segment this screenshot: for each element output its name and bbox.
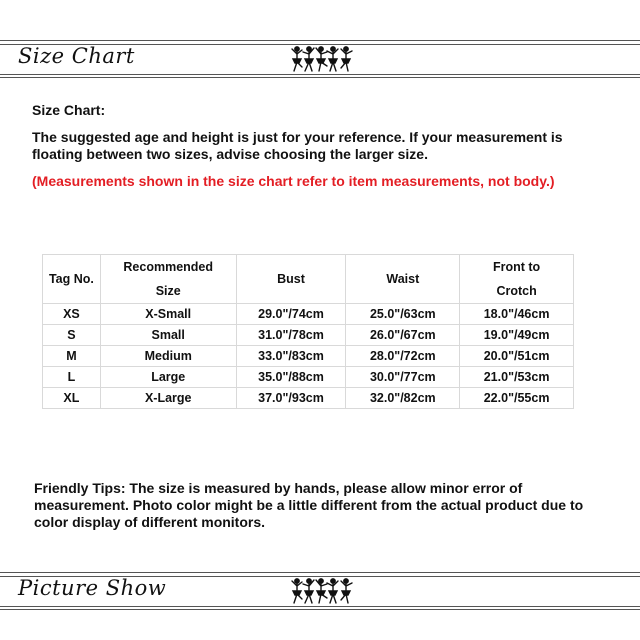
banner-rule [0, 74, 640, 75]
cell-bust: 31.0"/78cm [236, 325, 346, 346]
header-tag-no: Tag No. [43, 255, 101, 304]
banner-title: Picture Show [18, 576, 167, 600]
banner-title: Size Chart [18, 44, 135, 68]
table-row [43, 325, 574, 346]
cell-bust: 29.0"/74cm [236, 304, 346, 325]
cell-crotch: 19.0"/49cm [460, 325, 574, 346]
cell-waist: 25.0"/63cm [346, 304, 460, 325]
banner-rule [0, 572, 640, 573]
banner-rule [0, 606, 640, 607]
top-banner [0, 32, 640, 80]
cell-tag: M [43, 346, 101, 367]
friendly-tips: Friendly Tips: The size is measured by hands, please allow minor error of measurement. Photo color might be a little different from the actual product due to color display of different monitors. [34, 480, 584, 530]
banner-rule [0, 609, 640, 610]
banner-rule [0, 77, 640, 78]
cell-waist: 32.0"/82cm [346, 388, 460, 409]
cell-waist: 26.0"/67cm [346, 325, 460, 346]
cell-bust: 37.0"/93cm [236, 388, 346, 409]
cell-size: Medium [100, 346, 236, 367]
measurement-note: (Measurements shown in the size chart refer to item measurements, not body.) [32, 173, 555, 189]
cell-size: Small [100, 325, 236, 346]
cell-size: X-Small [100, 304, 236, 325]
cell-tag: L [43, 367, 101, 388]
size-chart-table [42, 254, 574, 409]
ballet-dancers-icon [290, 44, 356, 74]
cell-crotch: 21.0"/53cm [460, 367, 574, 388]
header-front-to-crotch: Front to Crotch [460, 255, 574, 304]
cell-waist: 28.0"/72cm [346, 346, 460, 367]
table-header-row [43, 255, 574, 304]
table-row [43, 367, 574, 388]
cell-waist: 30.0"/77cm [346, 367, 460, 388]
intro-text: The suggested age and height is just for your reference. If your measurement is floating between two sizes, advise choosing the larger size. [32, 129, 563, 162]
ballet-dancers-icon [290, 576, 356, 606]
header-waist: Waist [346, 255, 460, 304]
cell-tag: S [43, 325, 101, 346]
cell-crotch: 18.0"/46cm [460, 304, 574, 325]
header-recommended-size: Recommended Size [100, 255, 236, 304]
cell-crotch: 22.0"/55cm [460, 388, 574, 409]
cell-tag: XS [43, 304, 101, 325]
table-row [43, 304, 574, 325]
table-row [43, 346, 574, 367]
table-row [43, 388, 574, 409]
section-heading: Size Chart: [32, 102, 106, 118]
cell-bust: 33.0"/83cm [236, 346, 346, 367]
cell-size: Large [100, 367, 236, 388]
header-bust: Bust [236, 255, 346, 304]
cell-bust: 35.0"/88cm [236, 367, 346, 388]
cell-tag: XL [43, 388, 101, 409]
bottom-banner [0, 564, 640, 612]
banner-rule [0, 40, 640, 41]
cell-crotch: 20.0"/51cm [460, 346, 574, 367]
cell-size: X-Large [100, 388, 236, 409]
